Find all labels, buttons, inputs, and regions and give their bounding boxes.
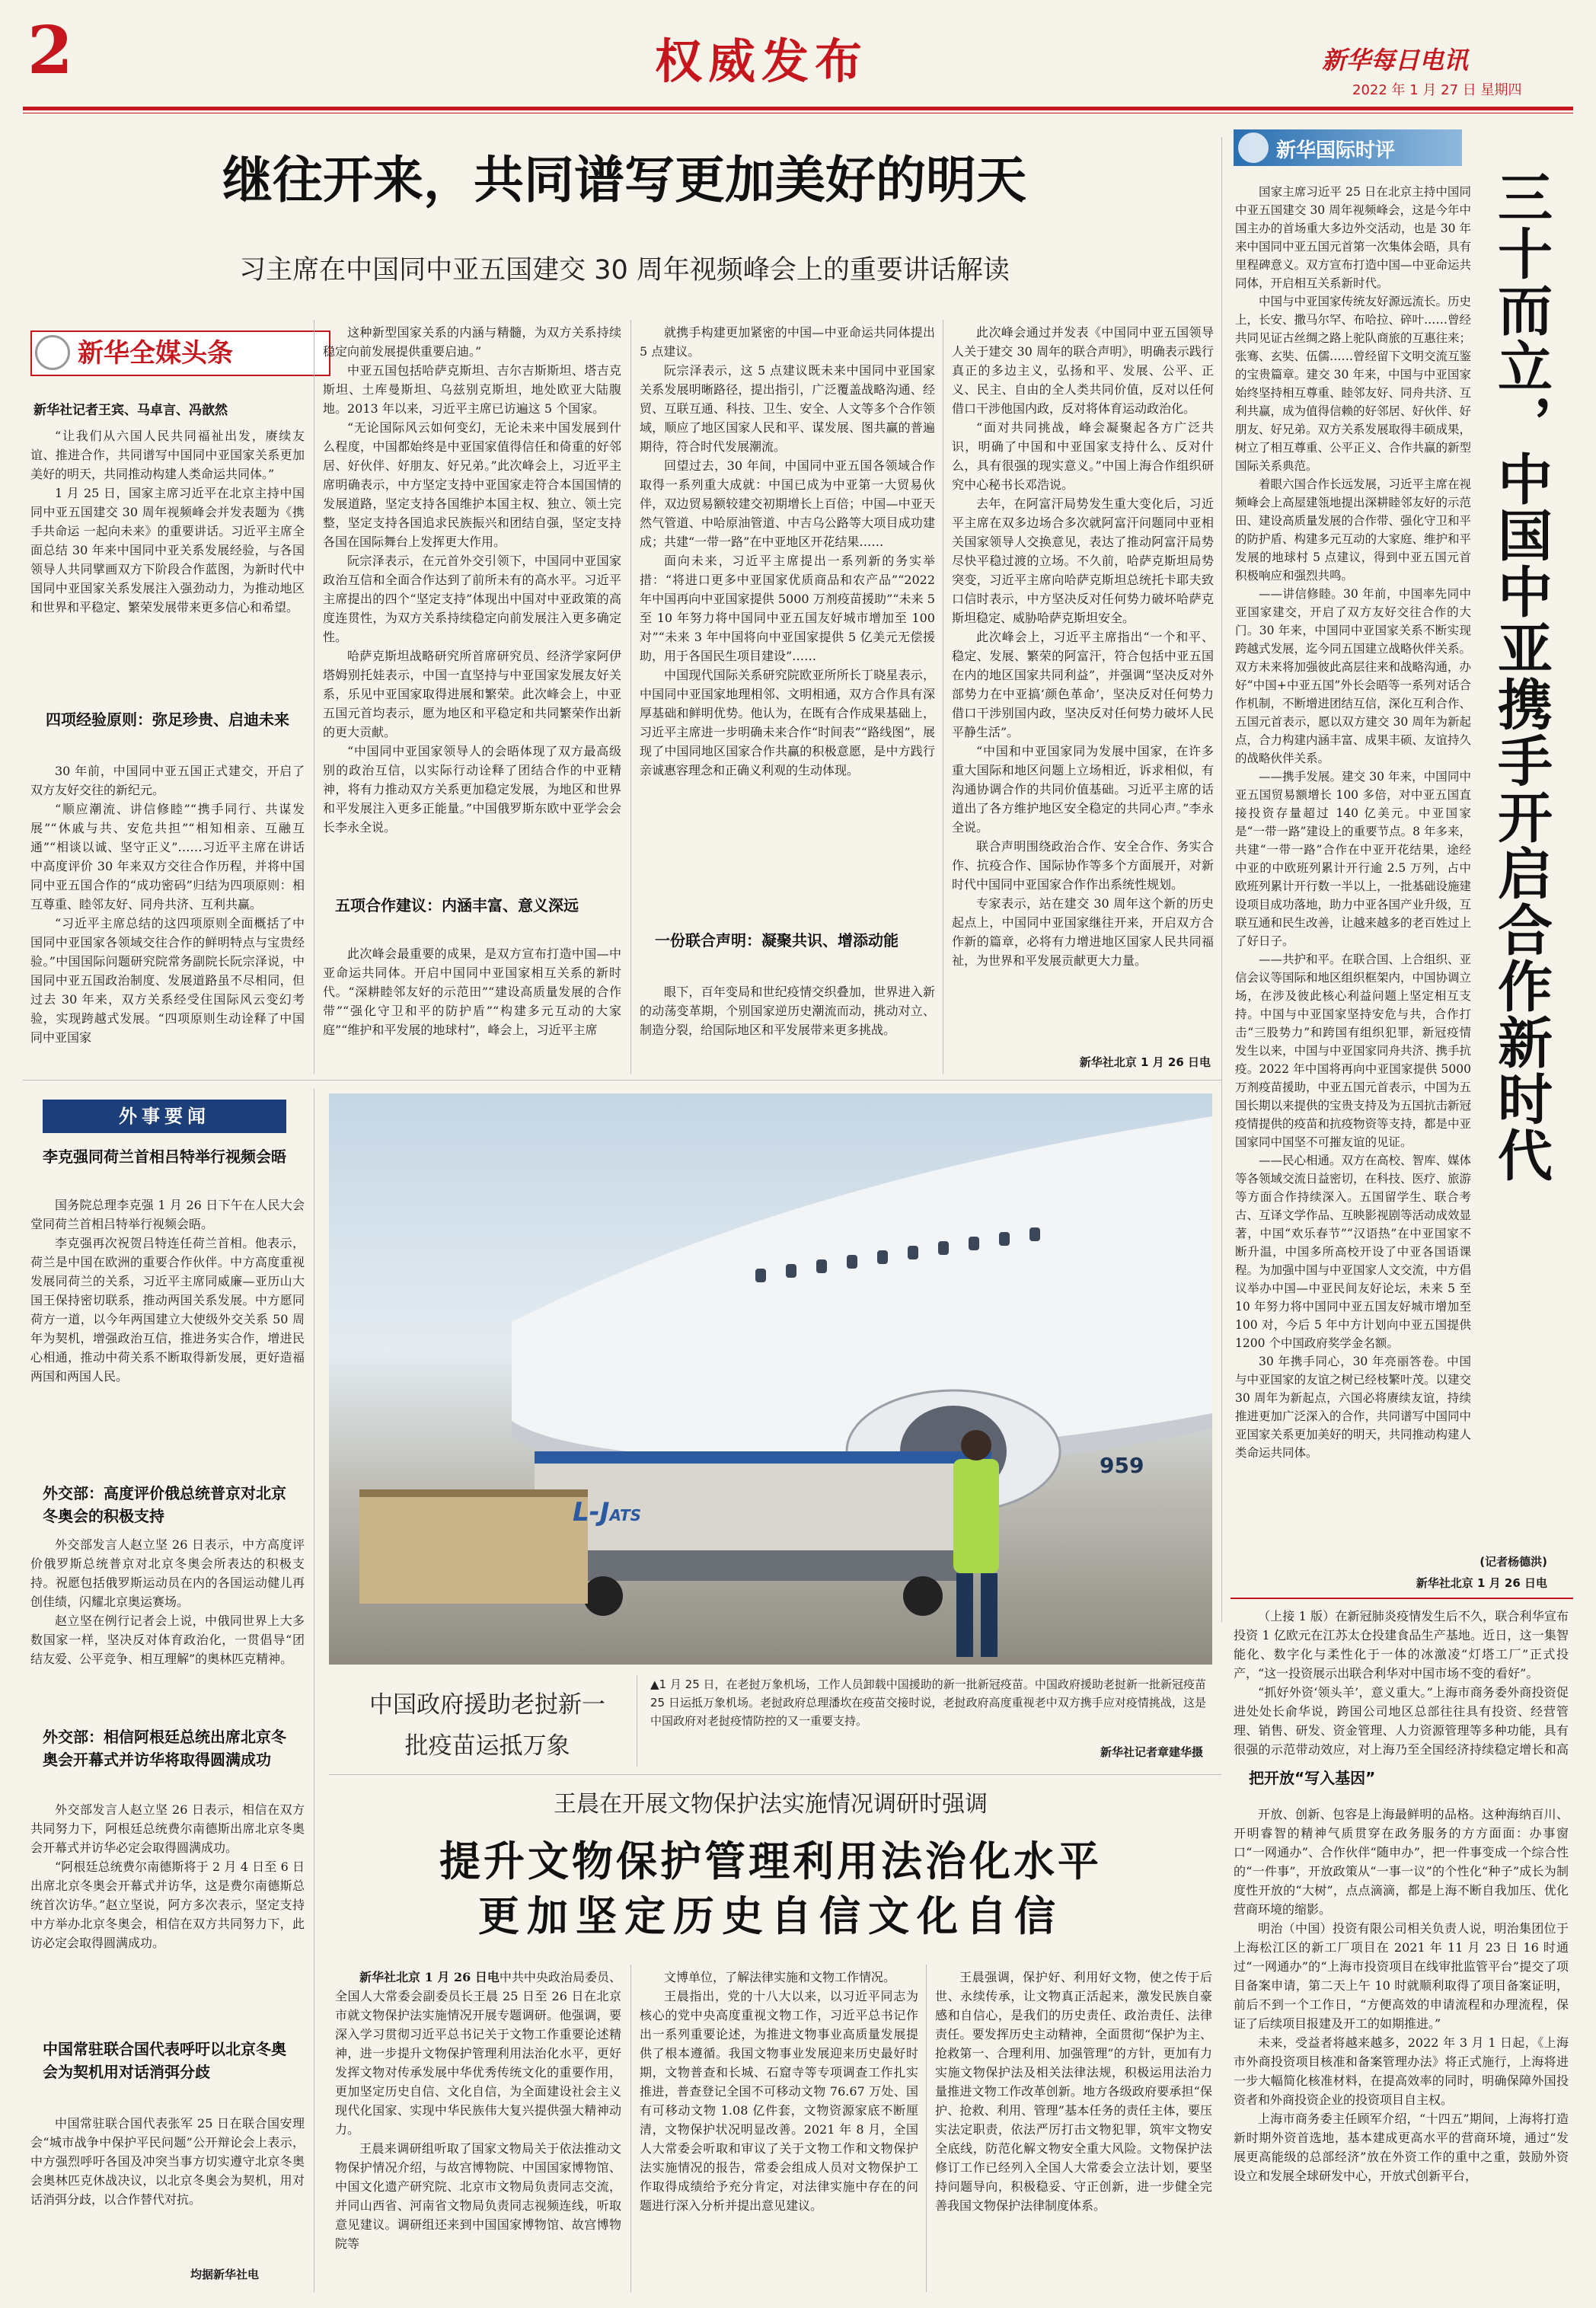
- paragraph: 此次峰会通过并发表《中国同中亚五国领导人关于建交 30 周年的联合声明》，明确表示践行真正的多边主义，弘扬和平、发展、公平、正义、民主、自由的全人类共同价值，反对以任何借口干涉他国内政，反对将体育运动政治化。: [952, 325, 1214, 416]
- paragraph: 外交部发言人赵立坚 26 日表示，相信在双方共同努力下，阿根廷总统费尔南德斯出席北京冬奥会开幕式并访华必定会取得圆满成功。: [30, 1802, 305, 1855]
- commentary-badge: [1234, 129, 1462, 166]
- sidebar-header: [43, 1100, 286, 1133]
- photo-headline: 中国政府援助老挝新一批疫苗运抵万象: [369, 1691, 605, 1760]
- commentary-badge-label: 新华国际时评: [1276, 139, 1396, 162]
- paragraph: 专家表示，站在建交 30 周年这个新的历史起点上，中国同中亚国家继往开来，开启双方合作新的篇章，必将有力增进地区国家人民共同福祉，为世界和平发展贡献更大力量。: [952, 896, 1214, 968]
- paragraph: ——民心相通。双方在高校、智库、媒体等各领域交流日益密切，在科技、医疗、旅游等方面合作持续深入。五国留学生、联合考古、互译文学作品、互映影视剧等活动成效显著，中国“欢乐春节”“汉语热”在中亚国家不断升温，中国多所高校开设了中亚各国语课程。为加强中国与中亚国家人文交流，中方倡议举办中国—中亚民间友好论坛，未来 5 至 10 年努力将中国同中亚五国友好城市增加至 100 对，今后 5 年中方计划向中亚五国提供 1200 个中国政府奖学金名额。: [1235, 1154, 1471, 1350]
- photo-caption: ▲1 月 25 日，在老挝万象机场，工作人员卸载中国援助的新一批新冠疫苗。中国政府援助老挝新一批新冠疫苗 25 日运抵万象机场。老挝政府总理潘坎在疫苗交接时说，老挝政府高度重视老中双方携手应对疫情挑战，这是中国政府对老挝疫情防控的又一重要支持。: [650, 1678, 1206, 1728]
- paragraph: 中国常驻联合国代表张军 25 日在联合国安理会“城市战争中保护平民问题”公开辩论会上表示，中方强烈呼吁各国及冲突当事方切实遵守北京冬奥会奥林匹克休战决议，以北京冬奥会为契机，用对话消弭分歧，以合作替代对抗。: [30, 2116, 305, 2207]
- paragraph: 面向未来，习近平主席提出一系列新的务实举措：“将进口更多中亚国家优质商品和农产品”“2022 年中国再向中亚国家提供 5000 万剂疫苗援助”“未来 5 至 10 年努力将中国同中亚五国友好城市增加至 100 对”“未来 3 年中国将向中亚国家提供 5 亿美元无偿援助，用于各国民生项目建设”……: [640, 554, 935, 663]
- lead-col-1: [30, 426, 305, 708]
- culture-col-3: [935, 1968, 1212, 2300]
- paragraph: “中国和中亚国家同为发展中国家，在许多重大国际和地区问题上立场相近，诉求相似，有沟通协调合作的共同价值基础。习近平主席的话道出了各方维护地区安全稳定的共同心声。”李永全说。: [952, 744, 1214, 835]
- airplane-illustration: [329, 1093, 1212, 1665]
- section-divider: [329, 1774, 1221, 1775]
- culture-col-1: [335, 1968, 621, 2300]
- sidebar-item-body: [30, 1800, 305, 2029]
- lead-col-3: [640, 323, 935, 917]
- lead-headline: 继往开来，共同谱写更加美好的明天: [222, 150, 1026, 209]
- lead-subhead: 习主席在中国同中亚五国建交 30 周年视频峰会上的重要讲话解读: [239, 255, 1010, 286]
- media-badge: [30, 330, 330, 376]
- continuation-subhead: 把开放“写入基因”: [1249, 1769, 1376, 1787]
- paragraph: 此次峰会上，习近平主席指出“一个和平、稳定、发展、繁荣的阿富汗，符合包括中亚五国在内的地区国家共同利益”，并强调“坚决反对外部势力在中亚搞‘颜色革命’，坚决反对任何势力借口干涉别国内政，坚决反对任何势力破坏人民平静生活”。: [952, 630, 1214, 739]
- paragraph: “习近平主席总结的这四项原则全面概括了中国同中亚国家各领域交往合作的鲜明特点与宝贵经验。”中国国际问题研究院常务副院长阮宗泽说，中国同中亚五国政治制度、发展道路虽不尽相同，但过去 30 年来，双方关系经受住国际风云变幻考验，实现跨越式发展。“四项原则生动诠释了中国同中亚国家: [30, 916, 305, 1045]
- paragraph: 此次峰会最重要的成果，是双方宣布打造中国—中亚命运共同体。开启中国同中亚国家相互关系的新时代。“深耕睦邻友好的示范田”“建设高质量发展的合作带”“强化守卫和平的防护盾”“构建多元互动的大家庭”“维护和平发展的地球村”，峰会上，习近平主席: [323, 947, 621, 1037]
- sidebar-credit: 均据新华社电: [190, 2268, 259, 2281]
- lead-subsection-2: 五项合作建议：内涵丰富、意义深远: [335, 896, 579, 915]
- culture-headline-2: 更加坚定历史自信文化自信: [478, 1891, 1063, 1940]
- commentary-body: [1235, 183, 1471, 1546]
- culture-headline-1: 提升文物保护管理利用法治化水平: [439, 1837, 1102, 1885]
- lead-col-3b: [640, 982, 935, 1074]
- paragraph: “抓好外资‘领头羊’，意义重大。”上海市商务委外商投资促进处处长俞华说，跨国公司地区总部往往具有投资、经营管理、销售、研发、资金管理、人力资源管理等多种功能，具有很强的示范带动效应，对上海乃至全国经济持续稳定增长和高: [1234, 1685, 1569, 1757]
- paragraph: 阮宗泽表示，在元首外交引领下，中国同中亚国家政治互信和全面合作达到了前所未有的高水平。习近平主席提出的四个“坚定支持”体现出中国对中亚政策的高度连贯性，为双方关系持续稳定向前发展注入更多确定性。: [323, 554, 621, 644]
- vehicle-label-text: L-J: [573, 1497, 610, 1527]
- masthead-rule: [23, 107, 1573, 110]
- continuation-intro: [1234, 1607, 1569, 1759]
- paragraph: 开放、创新、包容是上海最鲜明的品格。这种海纳百川、开明睿智的精神气质贯穿在政务服务的方方面面：办事窗口“一网通办”、合作伙伴“随申办”，把一件事变成一个综合性的“一件事”，开放政策从“一事一议”的个性化“种子”成长为制度性开放的“大树”，点点滴滴，都是上海不断自我加压、优化营商环境的缩影。: [1234, 1807, 1569, 1917]
- continuation-rule: [1231, 1598, 1573, 1599]
- paragraph: 眼下，百年变局和世纪疫情交织叠加，世界进入新的动荡变革期，个别国家逆历史潮流而动，挑动对立、制造分裂，给国际地区和平发展带来更多挑战。: [640, 985, 935, 1037]
- paragraph: 30 年前，中国同中亚五国正式建交，开启了双方友好交往的新纪元。: [30, 764, 305, 797]
- culture-col-2: [640, 1968, 918, 2300]
- paragraph: 中共中央政治局委员、全国人大常委会副委员长王晨 25 日至 26 日在北京市就文物保护法实施情况开展专题调研。他强调，要深入学习贯彻习近平总书记关于文物工作重要论述精神，进一步提升文物保护管理利用法治化水平，更好发挥文物对传承发展中华优秀传统文化的重要作用，更加坚定历史自信、文化自信，为全面建设社会主义现代化国家、实现中华民族伟大复兴提供强大精神动力。: [335, 1970, 621, 2137]
- sidebar-item-title: 外交部：相信阿根廷总统出席北京冬奥会开幕式并访华将取得圆满成功: [43, 1728, 286, 1769]
- sidebar-item-title: 中国常驻联合国代表呼吁以北京冬奥会为契机用对话消弭分歧: [43, 2040, 286, 2081]
- commentary-dateline: 新华社北京 1 月 26 日电: [1416, 1576, 1547, 1590]
- vehicle-label-text-2: ATS: [609, 1506, 642, 1524]
- section-title: 权威发布: [655, 34, 869, 89]
- paragraph: 未来，受益者将越来越多，2022 年 3 月 1 日起，《上海市外商投资项目核准和备案管理办法》将正式施行，上海将进一步大幅简化核准材料，在提高效率的同时，明确保障外国投资者和外商投资企业的投资项目自主权。: [1234, 2035, 1569, 2107]
- col-divider: [1221, 137, 1222, 1622]
- paragraph: ——讲信修睦。30 年前，中国率先同中亚国家建交，开启了双方友好交往合作的大门。30 年来，中国同中亚国家关系不断实现跨越式发展，迄今同五国建立战略伙伴关系。双方未来将加强彼此高层往来和战略沟通，办好“中国+中亚五国”外长会晤等一系列对话合作机制，不断增进团结互信，深化互利合作、五国元首表示，愿以双方建交 30 周年为新起点，合力构建内涵丰富、成果丰硕、友谊持久的战略伙伴关系。: [1235, 587, 1471, 765]
- globe-icon: [35, 335, 70, 370]
- culture-dateline: 新华社北京 1 月 26 日电: [359, 1970, 500, 1984]
- paragraph: 外交部发言人赵立坚 26 日表示，中方高度评价俄罗斯总统普京对北京冬奥会所表达的积极支持。祝愿包括俄罗斯运动员在内的各国运动健儿再创佳绩，闪耀北京奥运赛场。: [30, 1537, 305, 1609]
- paragraph: 王晨强调，保护好、利用好文物，使之传于后世、永续传承，让文物真正活起来，激发民族自豪感和自信心，是我们的历史责任、政治责任、法律责任。要发挥历史主动精神，全面贯彻“保护为主、抢救第一、合理利用、加强管理”的方针，更加有力实施文物保护法及相关法律法规，积极运用法治力量推进文物工作改革创新。地方各级政府要承担“保护、抢救、利用、管理”基本任务的责任主体，要压实法定职责，依法严厉打击文物犯罪，筑牢文物安全底线，防范化解文物安全重大风险。文物保护法修订工作已经列入全国人大常委会立法计划，要坚持问题导向，积极稳妥、守正创新，进一步健全完善我国文物保护法律制度体系。: [935, 1970, 1212, 2213]
- paragraph: （上接 1 版）在新冠肺炎疫情发生后不久，联合利华宣布投资 1 亿欧元在江苏太仓投建食品生产基地。近日，这一集智能化、数字化与柔性化于一体的冰激凌“灯塔工厂”正式投产，“这一投资展示出联合利华对中国市场不变的看好”。: [1234, 1609, 1569, 1681]
- continuation-body: [1234, 1805, 1569, 2300]
- paragraph: 哈萨克斯坦战略研究所首席研究员、经济学家阿伊塔姆别托娃表示，中国一直坚持与中亚国家发展友好关系，乐见中亚国家取得进展和繁荣。此次峰会上，中亚五国元首均表示，愿为地区和平稳定和共同繁荣作出新的更大贡献。: [323, 649, 621, 739]
- col-divider: [630, 320, 631, 1074]
- paragraph: 中国与中亚国家传统友好源远流长。历史上，长安、撒马尔罕、布哈拉、碎叶……曾经共同见证古丝绸之路上驼队商旅的互惠往来；张骞、玄奘、伍儒……曾经留下文明交流互鉴的宝贵篇章。建交 30 年来，中国与中亚国家始终坚持相互尊重、睦邻友好、同舟共济、互利共赢，成为值得信赖的好邻居、好伙伴、好朋友、好兄弟。双方关系发展取得丰硕成果，树立了相互尊重、公平正义、合作共赢的新型国际关系典范。: [1235, 295, 1471, 473]
- lead-col-2b: [323, 944, 621, 1074]
- paragraph: “顺应潮流、讲信修睦”“携手同行、共谋发展”“休戚与共、安危共担”“相知相亲、互融互通”“相谈以诚、坚守正义”……习近平主席在讲话中高度评价 30 年来双方交往合作历程，并将中国同中亚五国合作的“成功密码”归结为四项原则：相互尊重、睦邻友好、同舟共济、互利共赢。: [30, 802, 305, 911]
- paragraph: 国家主席习近平 25 日在北京主持中国同中亚五国建交 30 周年视频峰会，这是今年中国主办的首场重大多边外交活动，也是 30 年来中国同中亚五国元首第一次集体会晤，具有里程碑意义。双方宣布打造中国—中亚命运共同体，开启相互关系新时代。: [1235, 185, 1471, 290]
- issue-date: 2022 年 1 月 27 日 星期四: [1352, 82, 1522, 98]
- commentary-title: 三十而立，中国中亚携手开启合作新时代: [1489, 169, 1553, 1183]
- sidebar-item-body: [30, 2114, 305, 2259]
- sidebar-item-title: 李克强同荷兰首相吕特举行视频会晤: [43, 1148, 286, 1166]
- paragraph: 赵立坚在例行记者会上说，中俄同世界上大多数国家一样，坚决反对体育政治化，一贯倡导“团结友爱、公平竞争、相互理解”的奥林匹克精神。: [30, 1614, 305, 1666]
- paragraph: 国务院总理李克强 1 月 26 日下午在人民大会堂同荷兰首相吕特举行视频会晤。: [30, 1198, 305, 1231]
- badge-label: 新华全媒头条: [78, 338, 233, 369]
- section-divider: [23, 1080, 1221, 1081]
- col-divider: [630, 1965, 631, 2292]
- page-number: 2: [27, 12, 73, 89]
- paragraph: 回望过去，30 年间，中国同中亚五国各领域合作取得一系列重大成就：中国已成为中亚第一大贸易伙伴，双边贸易额较建交初期增长上百倍；中国—中亚天然气管道、中哈原油管道、中吉乌公路等大项目成功建成；共建“一带一路”在中亚地区开花结果……: [640, 458, 935, 549]
- paragraph: 王晨指出，党的十八大以来，以习近平同志为核心的党中央高度重视文物工作，习近平总书记作出一系列重要论述，为推进文物事业高质量发展提供了根本遵循。我国文物事业发展迎来历史最好时期，文物普查和长城、石窟寺等专项调查工作扎实推进，普查登记全国不可移动文物 76.67 万处、国有可移动文物 1.08 亿件套，文物资源家底不断厘清，文物保护状况明显改善。2021 年 8 月，全国人大常委会听取和审议了关于文物工作和文物保护法实施情况的报告，常委会组成人员对文物保护工作取得成绩给予充分肯定，对法律实施中存在的问题进行深入分析并提出意见建议。: [640, 1989, 918, 2213]
- lead-subsection-1: 四项经验原则：弥足珍贵、启迪未来: [46, 710, 289, 729]
- col-divider: [926, 1965, 927, 2292]
- culture-kicker: 王晨在开展文物保护法实施情况调研时强调: [554, 1791, 988, 1818]
- paragraph: 就携手构建更加紧密的中国—中亚命运共同体提出 5 点建议。: [640, 325, 935, 359]
- paragraph: 30 年携手同心，30 年亮丽答卷。中国与中亚国家的友谊之树已经枝繁叶茂。以建交 30 周年为新起点，六国必将赓续友谊，持续推进更加广泛深入的合作，共同谱写中国同中亚国家关系更加美好的明天，共同推动构建人类命运共同体。: [1235, 1355, 1471, 1460]
- lead-subsection-3: 一份联合声明：凝聚共识、增添动能: [655, 931, 899, 950]
- paragraph: 阮宗泽表示，这 5 点建议既未来中国同中亚国家关系发展明晰路径，提出指引，广泛覆盖战略沟通、经贸、互联互通、科技、卫生、安全、人文等多个合作领域，顺应了地区国家人民和平、谋发展、图共赢的普遍期待，符合时代发展潮流。: [640, 363, 935, 454]
- paragraph: “让我们从六国人民共同福祉出发，赓续友谊、推进合作，共同谱写中国同中亚国家关系更加美好的明天，共同推动构建人类命运共同体。”: [30, 429, 305, 481]
- sidebar-item-body: [30, 1195, 305, 1462]
- brand-logo: 新华每日电讯: [1322, 46, 1469, 75]
- lead-byline: 新华社记者王宾、马卓言、冯歆然: [34, 403, 228, 418]
- photo-credit: 新华社记者章建华摄: [1100, 1745, 1203, 1759]
- paragraph: “中国同中亚国家领导人的会晤体现了双方最高级别的政治互信，以实际行动诠释了团结合作的中亚精神，将有力推动双方关系更加稳定发展，为地区和世界和平发展注入更多正能量。”中国俄罗斯东欧中亚学会会长李永全说。: [323, 744, 621, 835]
- paragraph: ——携手发展。建交 30 年来，中国同中亚五国贸易额增长 100 多倍，对中亚五国直接投资存量超过 140 亿美元。中亚国家是“一带一路”建设上的重要节点。8 年多来，共建“一带一路”合作在中亚开花结果，途经中亚的中欧班列累计开行逾 2.5 万列，占中欧班列累计开行数一半以上，一批基础设施建设项目成功落地，助力中亚各国产业升级，互联互通和民生改善，让越来越多的老百姓过上了好日子。: [1235, 770, 1471, 948]
- lead-dateline: 新华社北京 1 月 26 日电: [1079, 1055, 1211, 1069]
- paragraph: 上海市商务委主任顾军介绍，“十四五”期间，上海将打造新时期外资首选地，基本建成更高水平的营商环境，通过“发展更高能级的总部经济”放在外资工作的重中之重，鼓励外资设立和发展全球研发中心，开放式创新平台，: [1234, 2112, 1569, 2183]
- paragraph: 中国现代国际关系研究院欧亚所所长丁晓星表示，中国同中亚国家地理相邻、文明相通，双方合作具有深厚基础和鲜明优势。他认为，在既有合作成果基础上，习近平主席进一步明确未来合作“时间表”“路线图”，展现了中国同地区国家合作共赢的积极意愿，是中方践行亲诚惠容理念和正确义利观的生动体现。: [640, 668, 935, 777]
- paragraph: 着眼六国合作长远发展，习近平主席在视频峰会上高屋建瓴地提出深耕睦邻友好的示范田、建设高质量发展的合作带、强化守卫和平的防护盾、构建多元互动的大家庭、维护和平发展的地球村 5 点建议，得到中亚五国元首积极响应和强烈共鸣。: [1235, 477, 1471, 583]
- paragraph: 王晨来调研组听取了国家文物局关于依法推动文物保护情况介绍，与故宫博物院、中国国家博物馆、中国文化遗产研究院、北京市文物局负责同志交流，并同山西省、河南省文物局负责同志视频连线，听取意见建议。调研组还来到中国国家博物馆、故宫博物院等: [335, 2141, 621, 2251]
- plane-number: 959: [1100, 1453, 1144, 1478]
- sidebar-item-body: [30, 1535, 305, 1718]
- paragraph: 1 月 25 日，国家主席习近平在北京主持中国同中亚五国建交 30 周年视频峰会并发表题为《携手共命运 一起向未来》的重要讲话。习近平主席全面总结 30 年来中国同中亚关系发展经验，与各国领导人共同擘画双方下阶段合作蓝图，为新时代中国同中亚国家关系发展注入强劲动力，为推动地区和世界和平稳定、繁荣发展带来更多信心和希望。: [30, 486, 305, 615]
- paragraph: “无论国际风云如何变幻，无论未来中国发展到什么程度，中国都始终是中亚国家值得信任和倚重的好邻居、好伙伴、好朋友、好兄弟。”此次峰会上，习近平主席明确表示，中方坚定支持中亚国家走符合本国国情的发展道路，坚定支持各国维护本国主权、独立、领土完整，坚定支持各国追求民族振兴和团结自强，坚定支持各国在国际舞台上发挥更大作用。: [323, 420, 621, 549]
- sidebar-header-label: 外事要闻: [119, 1106, 210, 1127]
- news-photo: [329, 1093, 1212, 1665]
- lead-col-1b: [30, 761, 305, 1074]
- sidebar-item-title: 外交部：高度评价俄总统普京对北京冬奥会的积极支持: [43, 1484, 286, 1525]
- paragraph: 中亚五国包括哈萨克斯坦、吉尔吉斯斯坦、塔吉克斯坦、土库曼斯坦、乌兹别克斯坦，地处欧亚大陆腹地。2013 年以来，习近平主席已访遍这 5 个国家。: [323, 363, 621, 416]
- paragraph: 去年，在阿富汗局势发生重大变化后，习近平主席在双多边场合多次就阿富汗问题同中亚相关国家领导人交换意见，表达了推动阿富汗局势尽快平稳过渡的立场。不久前，哈萨克斯坦局势突变，习近平主席向哈萨克斯坦总统托卡耶夫致口信时表示，中方坚决反对任何势力破坏哈萨克斯坦稳定、威胁哈萨克斯坦安全。: [952, 496, 1214, 625]
- paragraph: “面对共同挑战，峰会凝聚起各方广泛共识，明确了中国和中亚国家支持什么、反对什么，具有很强的现实意义。”中国上海合作组织研究中心秘书长邓浩说。: [952, 420, 1214, 492]
- paragraph: “阿根廷总统费尔南德斯将于 2 月 4 日至 6 日出席北京冬奥会开幕式并访华，这是费尔南德斯总统首次访华。”赵立坚说，阿方多次表示，坚定支持中方举办北京冬奥会，相信在双方共同努力下，此访必定会取得圆满成功。: [30, 1859, 305, 1950]
- commentary-reporter: (记者杨德洪): [1479, 1555, 1547, 1569]
- lead-col-4: [952, 323, 1214, 1039]
- paragraph: 李克强再次祝贺吕特连任荷兰首相。他表示，荷兰是中国在欧洲的重要合作伙伴。中方高度重视发展同荷兰的关系，习近平主席同威廉—亚历山大国王保持密切联系，推动两国关系发展。中方愿同荷方一道，以今年两国建立大使级外交关系 50 周年为契机，增强政治互信，推进务实合作，增进民心相通，推动中荷关系不断取得新发展，更好造福两国和两国人民。: [30, 1236, 305, 1384]
- paragraph: 这种新型国家关系的内涵与精髓，为双方关系持续稳定向前发展提供重要启迪。”: [323, 325, 621, 359]
- paragraph: 文博单位，了解法律实施和文物工作情况。: [664, 1970, 896, 1984]
- paragraph: ——共护和平。在联合国、上合组织、亚信会议等国际和地区组织框架内，中国协调立场，在涉及彼此核心利益问题上坚定相互支持。中国与中亚国家坚持安危与共，合作打击“三股势力”和跨国有组织犯罪，新冠疫情发生以来，中国与中亚国家同舟共济、携手抗疫。2022 年中国将再向中亚国家提供 5000 万剂疫苗援助，中亚五国元首表示，中国为五国长期以来提供的宝贵支持及为五国抗击新冠疫情提供的疫苗和抗疫物资等支持，都是中亚国家同中国坚不可摧友谊的见证。: [1235, 953, 1471, 1149]
- lead-col-2: [323, 323, 621, 886]
- paragraph: 联合声明围绕政治合作、安全合作、务实合作、抗疫合作、国际协作等多个方面展开，对新时代中国同中亚国家合作作出系统性规划。: [952, 839, 1214, 892]
- vehicle-label: [573, 1497, 641, 1527]
- globe-icon: [1238, 132, 1269, 163]
- paragraph: 明治（中国）投资有限公司相关负责人说，明治集团位于上海松江区的新工厂项目在 2021 年 11 月 23 日 16 时通过“一网通办”的“上海市投资项目在线审批监管平台”提交了项目备案申请，第二天上午 10 时就顺利取得了项目备案证明，前后不到一个工作日，“方便高效的申请流程和办理流程，保证了后续项目报建及开工的如期推进。”: [1234, 1921, 1569, 2031]
